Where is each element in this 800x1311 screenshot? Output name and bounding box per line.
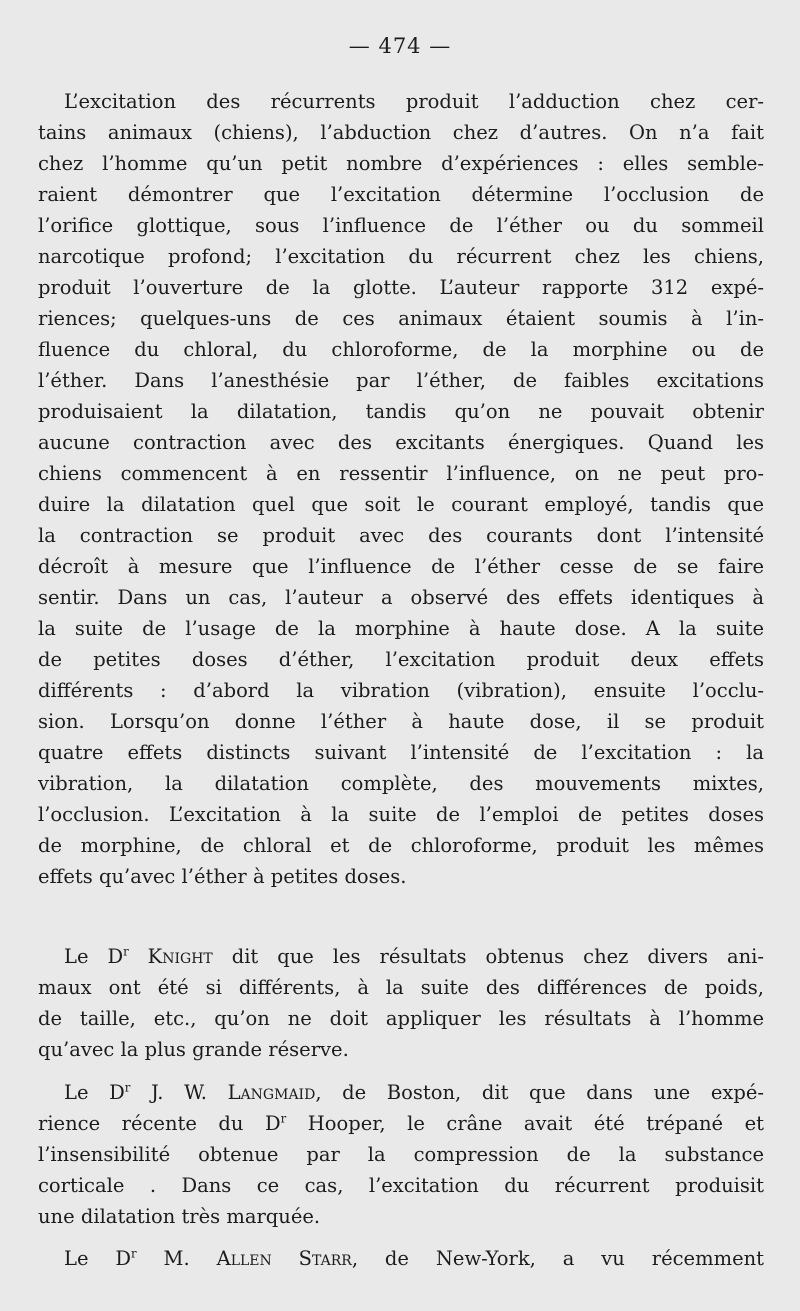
text-line: l’occlusion. L’excitation à la suite de l’emploi de petites doses [38, 803, 764, 826]
text-line: l’orifice glottique, sous l’influence de l’éther ou du sommeil [38, 214, 764, 237]
text-line: quatre effets distincts suivant l’intensité de l’excitation : la [38, 741, 764, 764]
person-name: Langmaid [227, 1081, 316, 1104]
text-line [38, 941, 764, 972]
paragraph-1 [38, 86, 764, 892]
text-line: fluence du chloral, du chloroforme, de la morphine ou de [38, 338, 764, 361]
text-line: riences; quelques-uns de ces animaux étaient soumis à l’in- [38, 307, 764, 330]
page-number: — 474 — [348, 34, 452, 58]
paragraph-3 [38, 1077, 764, 1232]
text-line [38, 1243, 764, 1274]
text-line [38, 1108, 764, 1139]
superscript: r [280, 1111, 287, 1126]
text-line: l’éther. Dans l’anesthésie par l’éther, de faibles excitations [38, 369, 764, 392]
text-line: tains animaux (chiens), l’abduction chez d’autres. On n’a fait [38, 121, 764, 144]
person-name: Allen Starr [216, 1247, 352, 1270]
text-line: duire la dilatation quel que soit le courant employé, tandis que [38, 493, 764, 516]
text-run: Le D [64, 1081, 125, 1104]
text-run: dit que les résultats obtenus chez divers ani- [212, 945, 764, 968]
text-line [38, 1077, 764, 1108]
superscript: r [123, 944, 129, 959]
text-run: , de New-York, a vu récemment [351, 1247, 765, 1270]
text-run: M. [136, 1247, 217, 1270]
text-line: L’excitation des récurrents produit l’adduction chez cer- [64, 90, 764, 113]
text-line: sentir. Dans un cas, l’auteur a observé des effets identiques à [38, 586, 764, 609]
text-run: , de Boston, dit que dans une expé- [315, 1081, 765, 1104]
paragraph-2 [38, 941, 764, 1065]
text-line: de morphine, de chloral et de chloroforme, produit les mêmes [38, 834, 764, 857]
text-line: corticale . Dans ce cas, l’excitation du récurrent produisit [38, 1174, 764, 1197]
text-line: sion. Lorsqu’on donne l’éther à haute dose, il se produit [38, 710, 764, 733]
superscript: r [131, 1246, 137, 1261]
text-line: narcotique profond; l’excitation du récurrent chez les chiens, [38, 245, 764, 268]
text-line: effets qu’avec l’éther à petites doses. [38, 865, 407, 888]
text-line: de taille, etc., qu’on ne doit appliquer les résultats à l’homme [38, 1007, 764, 1030]
superscript: r [124, 1080, 131, 1095]
text-line: produit l’ouverture de la glotte. L’auteur rapporte 312 expé- [38, 276, 764, 299]
text-line: décroît à mesure que l’influence de l’éther cesse de se faire [38, 555, 764, 578]
text-run: rience récente du D [38, 1112, 281, 1135]
text-line: la contraction se produit avec des courants dont l’intensité [38, 524, 764, 547]
text-line: la suite de l’usage de la morphine à haute dose. A la suite [38, 617, 764, 640]
text-run: Le D [64, 945, 124, 968]
text-line: chiens commencent à en ressentir l’influence, on ne peut pro- [38, 462, 764, 485]
text-line: vibration, la dilatation complète, des mouvements mixtes, [38, 772, 764, 795]
text-line: l’insensibilité obtenue par la compression de la substance [38, 1143, 764, 1166]
text-line: une dilatation très marquée. [38, 1205, 321, 1228]
text-line: aucune contraction avec des excitants énergiques. Quand les [38, 431, 764, 454]
text-line: maux ont été si différents, à la suite des différences de poids, [38, 976, 764, 999]
text-run: Le D [64, 1247, 132, 1270]
text-line: chez l’homme qu’un petit nombre d’expériences : elles semble- [38, 152, 764, 175]
text-line: différents : d’abord la vibration (vibration), ensuite l’occlu- [38, 679, 764, 702]
text-line: produisaient la dilatation, tandis qu’on ne pouvait obtenir [38, 400, 764, 423]
paragraph-4 [38, 1243, 764, 1274]
text-run: Hooper, le crâne avait été trépané et [286, 1112, 764, 1135]
person-name: Knight [147, 945, 213, 968]
text-run: J. W. [130, 1081, 228, 1104]
text-line: raient démontrer que l’excitation détermine l’occlusion de [38, 183, 764, 206]
text-line: qu’avec la plus grande réserve. [38, 1038, 349, 1061]
text-line: de petites doses d’éther, l’excitation produit deux effets [38, 648, 764, 671]
